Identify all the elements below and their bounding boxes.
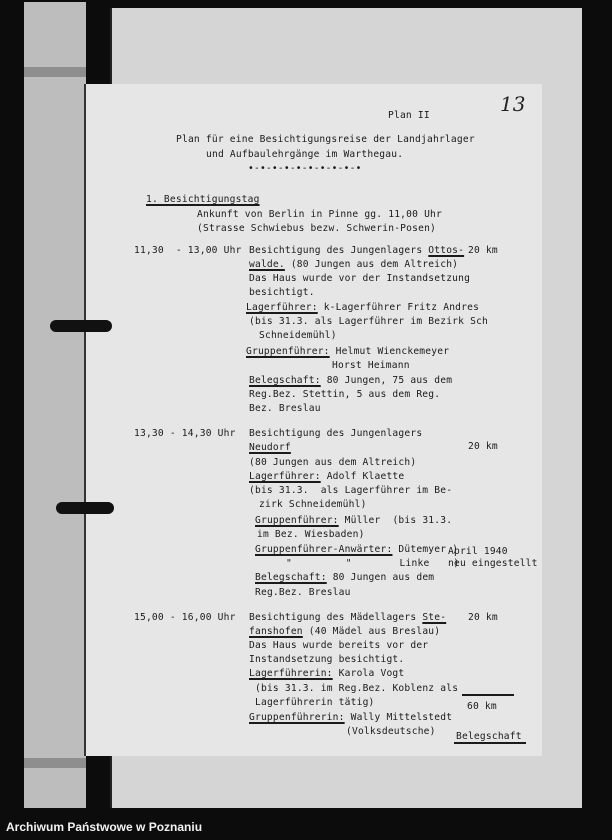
camp-name-ottoswalde-end: walde. bbox=[249, 259, 285, 270]
visit3-leader: Karola Vogt bbox=[332, 668, 405, 679]
label-gruppenfuehrerin: Gruppenführerin: bbox=[249, 712, 345, 723]
label-gruppenfuehrer-2: Gruppenführer: bbox=[255, 515, 339, 526]
visit1-line-2-text: (80 Jungen aus dem Altreich) bbox=[284, 259, 459, 270]
label-lagerfuehrerin: Lagerführerin: bbox=[249, 668, 333, 679]
visit3-line-2-text: (40 Mädel aus Breslau) bbox=[302, 626, 441, 637]
visit1-line-1-text: Besichtigung des Jungenlagers bbox=[249, 245, 429, 256]
visit2-line-3: (80 Jungen aus dem Altreich) bbox=[249, 457, 417, 468]
visit1-line-9: Horst Heimann bbox=[332, 360, 410, 371]
visit2-group-leader: Müller (bis 31.3. bbox=[338, 515, 453, 526]
archive-caption: Archiwum Państwowe w Poznaniu bbox=[0, 814, 612, 840]
visit2-staff: 80 Jungen aus dem bbox=[326, 572, 435, 583]
visit1-line-6: (bis 31.3. als Lagerführer im Bezirk Sch bbox=[249, 316, 489, 327]
arrival-line-1: Ankunft von Berlin in Pinne gg. 11,00 Uhr bbox=[197, 209, 443, 220]
visit1-time: 11,30 - 13,00 Uhr bbox=[134, 245, 242, 256]
total-distance: 60 km bbox=[467, 701, 497, 712]
punch-hole-upper bbox=[50, 320, 112, 332]
visit2-line-1: Besichtigung des Jungenlagers bbox=[249, 428, 423, 439]
sum-rule bbox=[462, 694, 514, 696]
visit2-line-8: im Bez. Wiesbaden) bbox=[257, 529, 365, 540]
visit2-line-9 bbox=[255, 544, 458, 556]
visit2-time: 13,30 - 14,30 Uhr bbox=[134, 428, 236, 439]
visit2-note-2: neu eingestellt bbox=[448, 558, 538, 569]
visit1-line-7: Schneidemühl) bbox=[259, 330, 337, 341]
visit3-line-4: Instandsetzung besichtigt. bbox=[249, 654, 405, 665]
visit3-distance: 20 km bbox=[468, 612, 498, 623]
visit3-line-2 bbox=[249, 626, 440, 638]
visit2-line-7 bbox=[255, 515, 452, 527]
visit1-line-4: besichtigt. bbox=[249, 287, 315, 298]
visit2-leader: Adolf Klaette bbox=[320, 471, 405, 482]
visit1-line-5 bbox=[246, 302, 479, 314]
visit1-line-11: Reg.Bez. Stettin, 5 aus dem Reg. bbox=[249, 389, 441, 400]
visit2-line-4 bbox=[249, 471, 404, 483]
label-belegschaft: Belegschaft: bbox=[249, 375, 321, 386]
punch-hole-lower bbox=[56, 502, 114, 514]
day-heading: 1. Besichtigungstag bbox=[146, 194, 260, 205]
total-staff-label: Belegschaft bbox=[456, 731, 522, 742]
visit1-group-leader: Helmut Wienckemeyer bbox=[329, 346, 450, 357]
visit2-line-5: (bis 31.3. als Lagerführer im Be- bbox=[249, 485, 453, 496]
visit2-line-6: zirk Schneidemühl) bbox=[259, 499, 367, 510]
visit1-line-1 bbox=[249, 245, 464, 257]
visit3-group-leader: Wally Mittelstedt bbox=[344, 712, 453, 723]
folio-number: 13 bbox=[500, 92, 526, 116]
camp-name-neudorf: Neudorf bbox=[249, 442, 291, 453]
left-binder-sheet bbox=[24, 2, 86, 808]
binder-fold-top bbox=[24, 67, 86, 77]
visit1-line-3: Das Haus wurde vor der Instandsetzung bbox=[249, 273, 471, 284]
visit1-distance: 20 km bbox=[468, 245, 498, 256]
visit3-line-3: Das Haus wurde bereits vor der bbox=[249, 640, 429, 651]
label-belegschaft-2: Belegschaft: bbox=[255, 572, 327, 583]
visit3-line-1-text: Besichtigung des Mädellagers bbox=[249, 612, 423, 623]
label-gruppenfuehrer-anwaerter: Gruppenführer-Anwärter: bbox=[255, 544, 393, 555]
visit3-line-1 bbox=[249, 612, 446, 624]
camp-name-stefanshofen-end: fanshofen bbox=[249, 626, 303, 637]
binder-fold-bottom bbox=[24, 758, 86, 768]
camp-name-ottoswalde: Ottos- bbox=[428, 245, 465, 256]
visit1-line-10 bbox=[249, 375, 452, 387]
visit1-leader: k-Lagerführer Fritz Andres bbox=[317, 302, 480, 313]
plan-label: Plan II bbox=[388, 110, 430, 121]
visit2-line-12: Reg.Bez. Breslau bbox=[255, 587, 351, 598]
visit2-note-1: April 1940 bbox=[448, 546, 508, 557]
camp-name-stefanshofen: Ste- bbox=[422, 612, 447, 623]
arrival-line-2: (Strasse Schwiebus bezw. Schwerin-Posen) bbox=[197, 223, 437, 234]
visit3-line-5 bbox=[249, 668, 404, 680]
visit3-line-7: Lagerführerin tätig) bbox=[255, 697, 375, 708]
visit1-line-2 bbox=[249, 259, 458, 271]
visit2-candidate: Dütemyer ) bbox=[392, 544, 459, 555]
visit2-line-10: " " Linke ) bbox=[286, 558, 460, 569]
label-gruppenfuehrer: Gruppenführer: bbox=[246, 346, 330, 357]
visit3-line-9: (Volksdeutsche) bbox=[346, 726, 436, 737]
visit2-line-11 bbox=[255, 572, 434, 584]
visit2-distance: 20 km bbox=[468, 441, 498, 452]
total-underline bbox=[454, 742, 526, 744]
document-title-line-2: und Aufbaulehrgänge im Warthegau. bbox=[206, 149, 404, 160]
label-lagerfuehrer: Lagerführer: bbox=[246, 302, 318, 313]
visit3-line-8 bbox=[249, 712, 452, 724]
label-lagerfuehrer-2: Lagerführer: bbox=[249, 471, 321, 482]
visit3-time: 15,00 - 16,00 Uhr bbox=[134, 612, 236, 623]
visit1-staff: 80 Jungen, 75 aus dem bbox=[320, 375, 453, 386]
document-title-line-1: Plan für eine Besichtigungsreise der Landjahrlager bbox=[176, 134, 475, 145]
title-dot-separator: •-•-•-•-•-•-•-•-•-• bbox=[248, 163, 362, 174]
visit1-line-12: Bez. Breslau bbox=[249, 403, 321, 414]
visit3-line-6: (bis 31.3. im Reg.Bez. Koblenz als bbox=[255, 683, 459, 694]
visit1-line-8 bbox=[246, 346, 449, 358]
